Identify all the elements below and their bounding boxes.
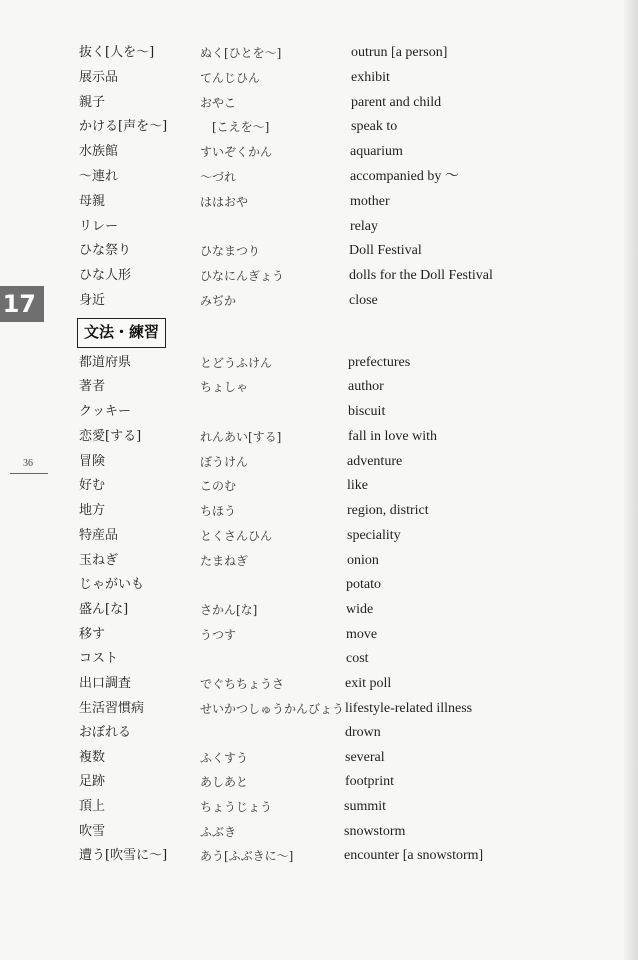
vocab-reading: てんじひん — [200, 71, 261, 85]
vocab-reading: このむ — [200, 479, 237, 493]
vocab-meaning: cost — [346, 651, 369, 666]
vocab-meaning: like — [347, 478, 368, 493]
page-binding-shadow — [624, 0, 638, 960]
vocab-meaning: speciality — [347, 528, 401, 543]
vocab-reading: [こえを～] — [212, 120, 270, 134]
vocab-row — [0, 142, 620, 166]
vocab-meaning: move — [346, 627, 378, 642]
vocab-reading: れんあい[する] — [200, 430, 282, 444]
vocab-reading: ～づれ — [200, 170, 237, 184]
vocab-row — [0, 117, 620, 141]
vocab-meaning: relay — [350, 219, 378, 234]
vocab-row — [0, 291, 620, 315]
vocab-meaning: speak to — [351, 119, 398, 134]
vocab-word: おぼれる — [79, 725, 132, 740]
vocab-word: 遭う[吹雪に～] — [79, 848, 168, 863]
vocab-reading: あう[ふぶきに～] — [200, 849, 294, 863]
vocab-word: 都道府県 — [79, 355, 132, 370]
vocab-word: 出口調査 — [79, 676, 132, 691]
vocab-meaning: several — [345, 750, 385, 765]
vocab-row — [0, 723, 620, 747]
vocab-row — [0, 625, 620, 649]
vocab-reading: せいかつしゅうかんびょう — [200, 702, 345, 716]
vocab-reading: でぐちちょうさ — [200, 677, 285, 691]
vocab-word: 吹雪 — [79, 824, 106, 839]
vocab-meaning: snowstorm — [344, 824, 406, 839]
vocab-word: ひな人形 — [79, 268, 132, 283]
vocab-reading: ぬく[ひとを～] — [200, 46, 282, 60]
vocab-meaning: potato — [346, 577, 381, 592]
vocab-word: 身近 — [79, 293, 106, 308]
vocab-word: 著者 — [79, 379, 106, 394]
vocab-meaning: exhibit — [351, 70, 390, 85]
vocab-reading: たまねぎ — [200, 554, 249, 568]
vocab-meaning: footprint — [345, 774, 394, 789]
vocab-row — [0, 674, 620, 698]
vocab-row — [0, 266, 620, 290]
chapter-tab: 17 — [0, 286, 44, 322]
vocab-meaning: summit — [344, 799, 387, 814]
vocab-row — [0, 772, 620, 796]
vocab-reading: さかん[な] — [200, 603, 258, 617]
vocab-word: 水族館 — [79, 144, 119, 159]
vocab-meaning: encounter [a snowstorm] — [344, 848, 484, 863]
vocab-meaning: Doll Festival — [349, 243, 422, 258]
vocab-word: 冒険 — [79, 454, 106, 469]
vocab-row — [0, 93, 620, 117]
vocab-word: 盛ん[な] — [79, 602, 129, 617]
vocab-word: 複数 — [79, 750, 106, 765]
vocab-reading: とどうふけん — [200, 356, 273, 370]
vocab-row — [0, 699, 620, 723]
vocab-row — [0, 846, 620, 870]
vocab-reading: ひなにんぎょう — [200, 269, 285, 283]
vocab-meaning: accompanied by ～ — [350, 169, 459, 184]
vocab-row — [0, 476, 620, 500]
vocab-reading: すいぞくかん — [200, 145, 273, 159]
vocab-row — [0, 353, 620, 377]
vocab-reading: ははおや — [200, 195, 249, 209]
vocab-row — [0, 43, 620, 67]
vocab-reading: ちょしゃ — [200, 380, 249, 394]
vocab-word: 頂上 — [79, 799, 106, 814]
vocab-row — [0, 526, 620, 550]
vocab-word: 足跡 — [79, 774, 106, 789]
vocab-word: 地方 — [79, 503, 106, 518]
vocab-row — [0, 377, 620, 401]
vocab-row — [0, 551, 620, 575]
vocab-reading: あしあと — [200, 775, 249, 789]
vocab-word: 展示品 — [79, 70, 119, 85]
vocab-meaning: wide — [346, 602, 374, 617]
vocab-reading: ちほう — [200, 504, 237, 518]
vocab-reading: うつす — [200, 628, 237, 642]
vocab-word: クッキー — [79, 404, 132, 419]
vocab-word: 抜く[人を～] — [79, 45, 155, 60]
vocab-row — [0, 427, 620, 451]
vocab-word: じゃがいも — [79, 577, 145, 592]
vocab-row — [0, 167, 620, 191]
vocab-reading: ちょうじょう — [200, 800, 273, 814]
vocab-row — [0, 192, 620, 216]
vocab-word: コスト — [79, 651, 119, 666]
vocab-meaning: outrun [a person] — [351, 45, 448, 60]
vocab-row — [0, 600, 620, 624]
vocab-row — [0, 241, 620, 265]
vocab-row — [0, 501, 620, 525]
vocab-word: 生活習慣病 — [79, 701, 145, 716]
vocab-meaning: parent and child — [351, 95, 442, 110]
vocab-reading: ひなまつり — [200, 244, 261, 258]
vocab-reading: ふぶき — [200, 825, 237, 839]
vocab-meaning: mother — [350, 194, 390, 209]
vocab-word: ～連れ — [79, 169, 119, 184]
vocab-row — [0, 68, 620, 92]
vocab-word: ひな祭り — [79, 243, 132, 258]
section-heading: 文法・練習 — [77, 318, 166, 348]
vocab-row — [0, 797, 620, 821]
vocab-meaning: biscuit — [348, 404, 386, 419]
vocab-meaning: prefectures — [348, 355, 411, 370]
vocab-word: かける[声を～] — [79, 119, 168, 134]
vocab-word: 特産品 — [79, 528, 119, 543]
vocab-row — [0, 822, 620, 846]
vocab-meaning: exit poll — [345, 676, 392, 691]
vocab-meaning: fall in love with — [348, 429, 438, 444]
vocab-word: 親子 — [79, 95, 106, 110]
vocab-row — [0, 748, 620, 772]
vocab-row — [0, 575, 620, 599]
vocab-word: 好む — [79, 478, 106, 493]
vocab-meaning: onion — [347, 553, 379, 568]
vocab-meaning: dolls for the Doll Festival — [349, 268, 493, 283]
vocab-reading: とくさんひん — [200, 529, 273, 543]
vocab-row — [0, 402, 620, 426]
vocab-reading: おやこ — [200, 96, 237, 110]
vocab-reading: ふくすう — [200, 751, 249, 765]
page-number: 36 — [23, 458, 33, 469]
vocab-row — [0, 649, 620, 673]
vocab-word: 玉ねぎ — [79, 553, 119, 568]
vocab-row — [0, 217, 620, 241]
vocab-word: 移す — [79, 627, 106, 642]
vocab-meaning: close — [349, 293, 378, 308]
vocab-row — [0, 452, 620, 476]
vocab-meaning: aquarium — [350, 144, 403, 159]
vocab-meaning: author — [348, 379, 384, 394]
vocab-reading: みぢか — [200, 294, 237, 308]
vocab-meaning: drown — [345, 725, 381, 740]
vocab-word: リレー — [79, 219, 119, 234]
vocab-reading: ぼうけん — [200, 455, 249, 469]
vocab-word: 母親 — [79, 194, 106, 209]
vocab-word: 恋愛[する] — [79, 429, 142, 444]
vocab-meaning: lifestyle-related illness — [345, 701, 473, 716]
vocab-meaning: adventure — [347, 454, 403, 469]
vocab-meaning: region, district — [347, 503, 429, 518]
